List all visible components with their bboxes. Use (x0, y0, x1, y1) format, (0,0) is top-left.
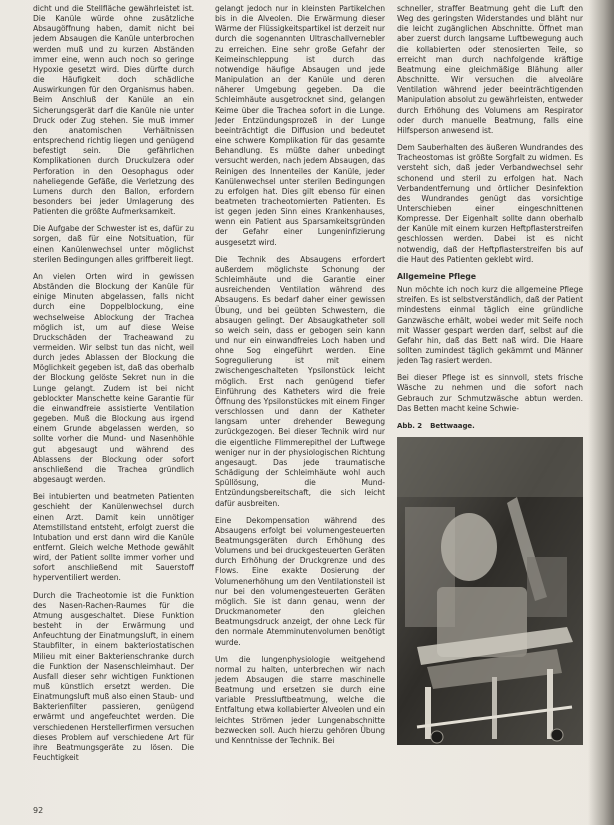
paragraph: Die Aufgabe der Schwester ist es, dafür zu sorgen, daß für eine Notsituation, für einen Kanülenwechsel unter möglichst sterilen Bedingungen alles griffbereit liegt. (33, 224, 194, 264)
binding-shadow (588, 0, 614, 825)
figure-label: Abb. 2 (397, 421, 423, 430)
figure-caption (397, 421, 583, 431)
section-heading: Allgemeine Pflege (397, 271, 476, 281)
paragraph: Durch die Tracheotomie ist die Funktion des Nasen-Rachen-Raumes für die Atmung ausgeschaltet. Diese Funktion besteht in der Erwärmung und Anfeuchtung der Einatmungsluft, in einem Staubfilter, in einem bakteriostatischen Milieu mit einer Bakterienschranke durch die Funktion der Nasenschleimhaut. Der Ausfall dieser sehr wichtigen Funktionen muß künstlich ersetzt werden. Die Einatmungsluft muß also einen Staub- und Bakterienfilter passieren, genügend erwärmt und angefeuchtet werden. Die verschiedenen Herstellerfirmen versuchen dieses Problem auf verschiedene Art für ihre Beatmungsgeräte zu lösen. Die Feuchtigkeit (33, 590, 194, 763)
paragraph: schneller, straffer Beatmung geht die Luft den Weg des geringsten Widerstandes und bläht nur die leicht zugänglichen Abschnitte. Öffnet man aber zuerst durch langsame Luftbewegung auch die kollabierten oder stenosierten Teile, so erreicht man durch nachfolgende kräftige Beatmung eine gleichmäßige Blähung aller Abschnitte. Wir versuchen die alveoläre Ventilation während jeder beeinträchtigenden Manipulation absolut zu gewährleisten, entweder durch Erhöhung des Volumens am Respirator oder durch manuelle Beatmung, falls eine Hilfsperson anwesend ist. (397, 4, 583, 135)
paragraph: Bei intubierten und beatmeten Patienten geschieht der Kanülenwechsel durch einen Arzt. Damit kein unnötiger Atemstillstand entsteht, erfolgt zuerst die Intubation und erst dann wird die Kanüle entfernt. Gleich welche Methode gewählt wird, der Patient sollte immer vorher und sofort anschließend mit Sauerstoff hyperventiliert werden. (33, 492, 194, 583)
page-number: 92 (33, 806, 44, 815)
paragraph: Um die lungenphysiologie weitgehend normal zu halten, unterbrechen wir nach jedem Absaugen die starre maschinelle Beatmung und ersetzen sie durch eine variable Pressluftbeatmung, welche die Entfaltung etwa kollabierter Alveolen und ein leichtes Strömen jeder Lungenabschnitte bezwecken soll. Auch hierzu gehören Übung und Kenntnisse der Technik. Bei (215, 654, 385, 745)
paragraph: Die Technik des Absaugens erfordert außerdem möglichste Schonung der Schleimhäute und die Garantie einer ausreichenden Ventilation während des Absaugens. Es bedarf daher einer gewissen Übung, und bei geübten Schwestern, die absaugen gelingt. Der Absaugkatheter soll so weich sein, dass er gebogen sein kann und nur ein einwandfreies Loch haben und ohne Sog eingeführt werden. Eine Sogregulierung ist mit einem zwischengeschalteten Ypsilonstück leicht möglich. Erst nach genügend tiefer Einführung des Katheters wird die freie Öffnung des Ypsilonstückes mit einem Finger verschlossen und dann der Katheter langsam unter drehender Bewegung zurückgezogen. Bei dieser Technik wird nur die eigentliche Flimmerepithel der Luftwege weniger nur in der physiologischen Richtung angesaugt. Das jede traumatische Schädigung der Schleimhäute wohl auch Spüllösung, die Mund-Entzündungsbereitschaft, die sich leicht dafür ausbreiten. (215, 254, 385, 508)
paragraph: Eine Dekompensation während des Absaugens erfolgt bei volumengesteuerten Beatmungsgeräten durch Erhöhung des Volumens und bei druckgesteuerten Geräten durch Erhöhung der Druckgrenze und des Flows. Eine exakte Dosierung der Volumenerhöhung um den Ventilationsteil ist nur bei den volumengesteuerten Geräten möglich. Sie ist dann genau, wenn der Druckmanometer den gleichen Beatmungsdruck anzeigt, der ohne Leck für den normale Atemminutenvolumen benötigt wurde. (215, 515, 385, 647)
text-column-left (33, 4, 194, 804)
paragraph: dicht und die Stellfläche gewährleistet ist. Die Kanüle würde ohne zusätzliche Absaugöffnung haben, damit nicht bei jedem Absaugen die Kanüle unterbrochen werden muß und zu kurzen Abständen immer eine, wenn auch noch so geringe Hypoxie gesetzt wird. Dies dürfte durch die Häufigkeit doch schädliche Auswirkungen für den Organismus haben. Beim Anschluß der Kanüle an ein Sicherungsgerät darf die Kanüle nie unter Druck oder Zug stehen. Sie muß immer den anatomischen Verhältnissen entsprechend richtig liegen und genügend befestigt sein. Die gefährlichen Komplikationen durch Druckulzera oder Perforation in den Oesophagus oder naheliegende Gefäße, die Verletzung des Lumens durch den Ballon, erfordern besonders bei jeder Umlagerung des Patienten die größte Aufmerksamkeit. (33, 4, 194, 217)
paragraph: Bei dieser Pflege ist es sinnvoll, stets frische Wäsche zu nehmen und die sofort nach Gebrauch zur Schmutzwäsche abtun werden. Das Betten macht keine Schwie- (397, 373, 583, 413)
paragraph: gelangt jedoch nur in kleinsten Partikelchen bis in die Alveolen. Die Erwärmung dieser Wärme der Flüssigkeitspartikel ist derzeit nur durch die sogenannten Ultraschallvernebler zu erreichen. Eine sehr große Gefahr der Keimeinschleppung ist durch das notwendige häufige Absaugen und jede Manipulation an der Kanüle und deren näherer Umgebung gegeben. Da die Schleimhäute ausgetrocknet sind, gelangen Keime über die Trachea sofort in die Lunge. Jeder Entzündungsprozeß in der Lunge beeinträchtigt die Diffusion und bedeutet eine schwere Komplikation für das gesamte Behandlung. Es müßte daher unbedingt versucht werden, nach jedem Absaugen, das Reinigen des Innenteiles der Kanüle, jeder Kanülenwechsel unter sterilen Bedingungen zu erfolgen hat. Dies gilt ebenso für einen beatmeten tracheotomierten Patienten. Es ist gegen jeden Sinn eines Krankenhauses, wenn ein Patient aus Sparsamkeitsgründen der Gefahr einer Lungeninfizierung ausgesetzt wird. (215, 4, 385, 247)
paragraph: Nun möchte ich noch kurz die allgemeine Pflege streifen. Es ist selbstverständlich, daß der Patient mindestens einmal täglich eine gründliche Ganzwäsche erhält, wobei weder mit Seife noch mit Wasser gespart werden darf, selbst auf die Gefahr hin, daß das Bett naß wird. Die Haare sollten zumindest täglich gekämmt und Männer jeden Tag rasiert werden. (397, 285, 583, 366)
bed-scale-photo (397, 437, 583, 745)
paragraph: An vielen Orten wird in gewissen Abständen die Blockung der Kanüle für einige Minuten abgelassen, falls nicht durch eine Doppelblockung, eine wechselweise Ablockung der Trachea möglich ist, um auf diese Weise Druckschäden der Tracheawand zu vermeiden. Wir selbst tun das nicht, weil durch jedes Ablassen der Blockung die Möglichkeit gegeben ist, daß das oberhalb der Blockung gelöste Sekret nun in die Lunge gelangt. Zudem ist bei nicht geblockter Manschette keine Garantie für die einwandfreie assistierte Ventilation gegeben. Muß die Blockung aus irgend einem Grunde abgelassen werden, so sollte vorher die Mund- und Nasenhöhle gut abgesaugt und während des Ablassens der Blockung oder sofort anschließend die Trachea gründlich abgesaugt werden. (33, 271, 194, 485)
text-column-right (397, 4, 583, 804)
paragraph: Dem Sauberhalten des äußeren Wundrandes des Tracheostomas ist größte Sorgfalt zu widmen. Es versteht sich, daß jeder Verbandwechsel sehr schonend und steril zu erfolgen hat. Nach Verbandentfernung und örtlicher Desinfektion des Wundrandes genügt das vorsichtige Unterschieben einer eingeschnittenen Kompresse. Der Eigenhalt sollte dann oberhalb der Kanüle mit einem kurzen Heftpflasterstreifen geschlossen werden. Dabei ist es nicht notwendig, daß der Heftpflasterstreifen bis auf die Haut des Patienten geklebt wird. (397, 143, 583, 264)
text-column-middle (215, 4, 385, 804)
bed-scale-photo-image (397, 437, 583, 745)
figure-caption-text: Bettwaage. (430, 421, 475, 430)
